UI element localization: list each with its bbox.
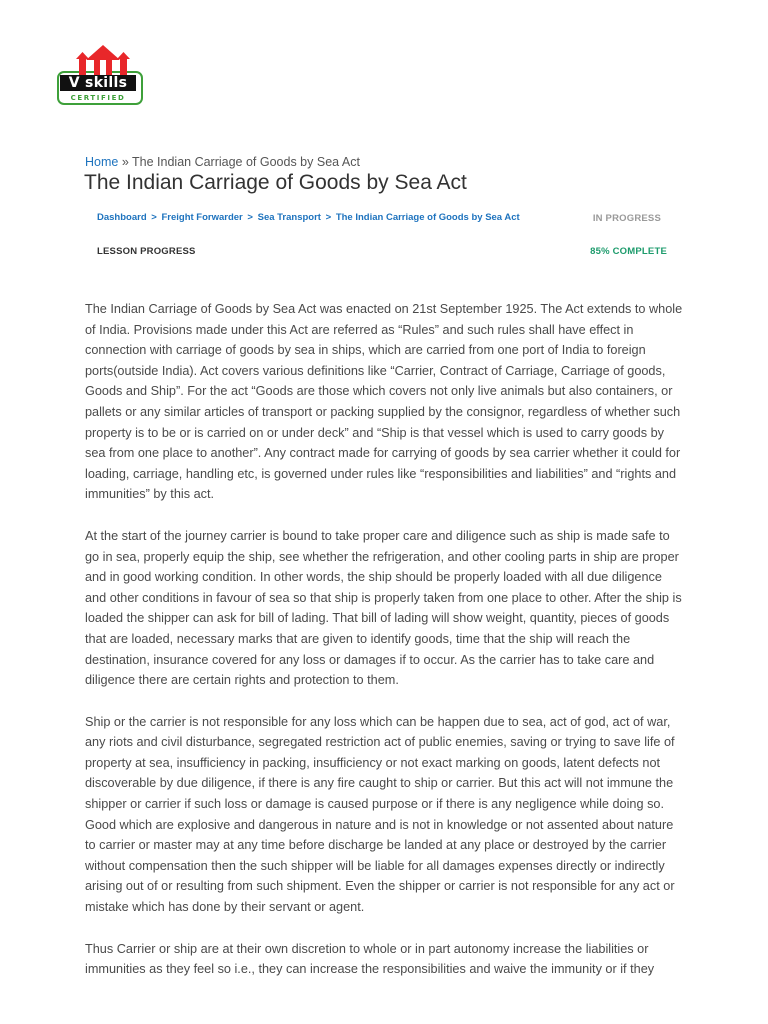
content-paragraph: Thus Carrier or ship are at their own discretion to whole or in part autonomy increase the liabilities or immunities as they feel so i.e., they can increase the responsibilities and waive the immunity or if they bbox=[85, 941, 655, 977]
lesson-status-badge: IN PROGRESS bbox=[592, 213, 661, 224]
course-nav-separator: > bbox=[325, 212, 332, 223]
lesson-status-panel bbox=[85, 202, 683, 270]
content-paragraph: At the start of the journey carrier is bound to take proper care and diligence such as ship is made safe to go in sea, properly equip the ship, see whether the refrigeration, and other cooling parts in ship are proper and in good working condition. In other words, the ship should be properly loaded with all due diligence and other conditions in favour of sea so that ship is properly taken from one place to other. After the ship is loaded the shipper can ask for bill of lading. That bill of lading will show weight, quantity, pieces of goods that are loaded, necessary marks that are given to identify goods, time that the ship will reach the destination, insurance covered for any loss or damages if to occur. As the carrier has to take care and diligence there are certain rights and protection to them. bbox=[85, 528, 682, 688]
breadcrumb bbox=[85, 155, 360, 169]
content-paragraph: Ship or the carrier is not responsible for any loss which can be happen due to sea, act of god, act of war, any riots and civil disturbance, segregated restriction act of public enemies, saving or trying to save life of property at sea, insufficiency in packing, insufficiency or not exact marking on goods, latent defects not discoverable by due diligence, if there is any fire caught to ship or carrier. But this act will not immune the shipper or carrier if such loss or damage is caused purpose or if there is any negligence while doing so. Good which are explosive and dangerous in nature and is not in knowledge or not assented about nature to carrier or master may at any time before discharge be landed at any place or destroyed by the carrier without compensation then the such shipper will be liable for all damages expenses directly or indirectly arising out of or resulting from such shipment. Even the shipper or carrier is not responsible for any act or mistake which has done by their servant or agent. bbox=[85, 714, 675, 915]
course-nav-separator: > bbox=[247, 212, 253, 223]
course-navigation bbox=[97, 212, 520, 223]
vskills-certified-logo[interactable] bbox=[56, 44, 146, 106]
logo-brand-text: V skills bbox=[60, 75, 136, 91]
content-paragraph: The Indian Carriage of Goods by Sea Act was enacted on 21st September 1925. The Act extends to whole of India. Provisions made under this Act are referred as “Rules” and such rules shall have effect in connection with carriage of goods by sea in ships, which are carried from one port of India to foreign ports(outside India). Act covers various definitions like “Carrier, Contract of Carriage, Carriage of goods, Goods and Ship”. For the act “Goods are those which covers not only live animals but also containers, or pallets or any similar articles of transport or packing supplied by the consignor, regardless of whether such property is to be or is carried on or under deck” and “Ship is that vessel which is used to carry goods by sea from one place to another”. Any contract made for carrying of goods by sea carrier whether it could for loading, carriage, handling etc, is governed under rules like “responsibilities and liabilities” and “rights and immunities” by this act. bbox=[85, 302, 683, 502]
breadcrumb-home-link[interactable]: Home bbox=[85, 155, 119, 169]
lesson-progress-value: 85% COMPLETE bbox=[590, 246, 667, 257]
page-title: The Indian Carriage of Goods by Sea Act bbox=[84, 171, 467, 194]
course-nav-freight-forwarder[interactable]: Freight Forwarder bbox=[161, 212, 243, 223]
course-nav-separator: > bbox=[151, 212, 157, 223]
lesson-progress-label: LESSON PROGRESS bbox=[97, 246, 196, 257]
lesson-content bbox=[85, 299, 685, 1001]
logo-certified-text: CERTIFIED bbox=[70, 94, 126, 102]
breadcrumb-separator: » bbox=[121, 155, 129, 169]
course-nav-sea-transport[interactable]: Sea Transport bbox=[257, 212, 321, 223]
course-nav-current-lesson[interactable]: The Indian Carriage of Goods by Sea Act bbox=[335, 212, 520, 223]
course-nav-dashboard[interactable]: Dashboard bbox=[97, 212, 147, 223]
breadcrumb-current: The Indian Carriage of Goods by Sea Act bbox=[132, 155, 360, 169]
